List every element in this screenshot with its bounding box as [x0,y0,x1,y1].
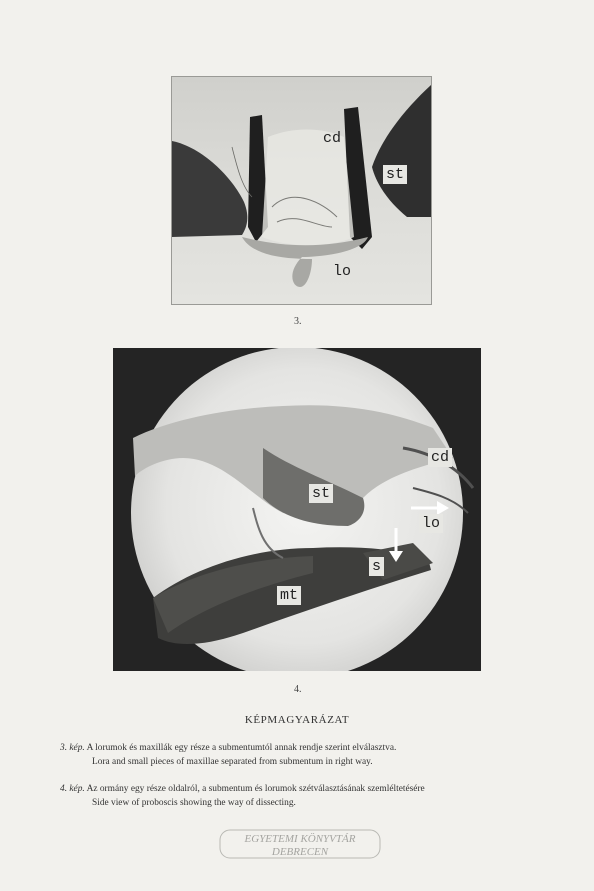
caption-4-hungarian: Az ormány egy része oldalról, a submentum és lorumok szétválasztásának szemléltetésére [86,784,425,794]
caption-4-english: Side view of proboscis showing the way of dissecting. [92,798,296,808]
figure-3-label-lo: lo [333,263,352,280]
caption-figure-3 [60,741,560,769]
stamp-line-1: EGYETEMI KÖNYVTÁR [244,833,356,845]
stamp-line-2: DEBRECEN [271,846,329,858]
figure-3-label-cd: cd [323,130,342,147]
figure-3-number: 3. [294,316,302,327]
caption-3-english: Lora and small pieces of maxillae separated from submentum in right way. [92,757,373,767]
caption-4-number: 4. kép. [60,784,85,794]
figure-4-micrograph [113,348,481,671]
figure-3-micrograph [172,77,431,304]
figure-4-number: 4. [294,684,302,695]
caption-figure-4 [60,782,560,810]
caption-3-hungarian: A lorumok és maxillák egy része a submentumtól annak rendje szerint elválasztva. [86,743,397,753]
figure-4-label-s: s [369,557,384,576]
figure-4-label-lo: lo [419,514,443,533]
caption-3-number: 3. kép. [60,743,85,753]
figure-4-label-cd: cd [428,448,452,467]
figure-3-photo [171,76,432,305]
figure-4-label-st: st [309,484,333,503]
figure-4-label-mt: mt [277,586,301,605]
library-stamp [218,826,382,862]
figure-4-photo [113,348,481,671]
captions-heading: KÉPMAGYARÁZAT [244,714,350,726]
figure-3-label-st: st [383,165,407,184]
